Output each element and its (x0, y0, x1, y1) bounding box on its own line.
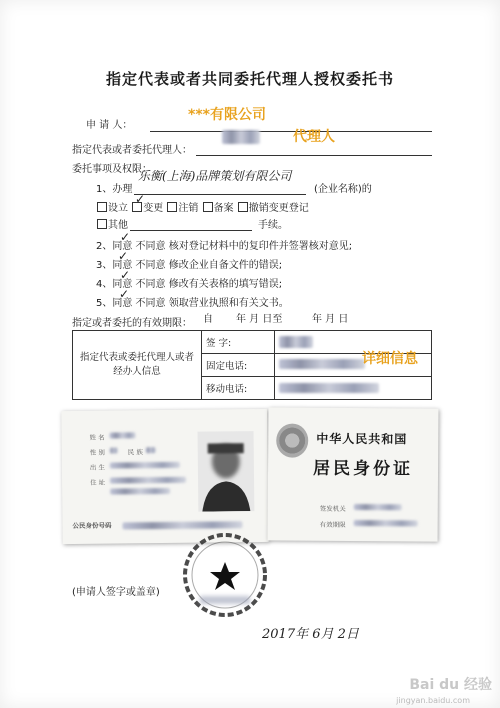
document-title: 指定代表或者共同委托代理人授权委托书 (105, 70, 394, 88)
watermark-brand: Bai du 经验 (409, 677, 492, 693)
period-from: 自 (203, 314, 213, 325)
sign-label: 签 字: (202, 331, 275, 354)
date-written: 2017年 6月 2日 (262, 627, 359, 642)
agent-note: 代理人 (293, 129, 335, 145)
item1-proc: 手续。 (258, 220, 288, 231)
check-mark-icon: ✓ (120, 268, 131, 282)
agent-name-redacted (222, 130, 260, 144)
id-card-front (61, 409, 268, 544)
id-ethnic-label: 民 族 (127, 448, 143, 457)
mobile-label: 移动电话: (202, 377, 275, 400)
item1-suffix: (企业名称)的 (314, 184, 372, 195)
id-number-redacted (122, 521, 242, 529)
id-birth-redacted (110, 462, 180, 469)
item1-prefix: 1、办理 (96, 184, 133, 195)
id-sex-redacted (110, 447, 118, 453)
id-issuer-redacted (354, 504, 402, 510)
id-name-redacted (110, 432, 136, 438)
period-label: 指定或者委托的有效期限： (72, 318, 192, 329)
national-emblem-icon (276, 423, 308, 457)
item1-other-line (130, 216, 252, 231)
id-card-name: 居民身份证 (312, 458, 414, 480)
id-valid-label: 有效期限 (319, 520, 346, 529)
mobile-cell (275, 377, 432, 400)
id-valid-redacted (354, 520, 418, 526)
item1-company: 乐衡(上海)品牌策划有限公司 (138, 169, 292, 183)
id-name-label: 姓 名 (89, 433, 105, 442)
watermark-url: jingyan.baidu.com (396, 696, 470, 705)
item1-other: 其他 (96, 216, 128, 231)
phone-label: 固定电话: (202, 354, 275, 377)
id-card-back (268, 407, 439, 541)
id-number-label: 公民身份号码 (72, 521, 112, 530)
company-seal-icon (180, 530, 270, 620)
scope-label: 委托事项及权限： (72, 164, 152, 175)
check-mark-icon: ✓ (120, 230, 131, 244)
period-to: 年 月 日 (312, 314, 349, 325)
id-birth-label: 出 生 (89, 463, 106, 472)
check-mark-icon: ✓ (119, 287, 130, 301)
id-address-redacted-2 (110, 488, 170, 495)
agent-label: 指定代表或者委托代理人： (72, 145, 192, 156)
table-left-label: 指定代表或委托代理人或者经办人信息 (73, 331, 202, 400)
item4: 4、同意 不同意 修改有关表格的填写错误; (96, 279, 283, 290)
applicant-label: 申 请 人： (86, 120, 133, 131)
item1-options: 设立 变更 注销 备案 撤销变更登记 (96, 199, 309, 214)
id-ethnic-redacted (146, 447, 156, 453)
id-address-redacted (110, 477, 186, 484)
item5: 5、同意 不同意 领取营业执照和有关文书。 (96, 298, 289, 309)
period-mid: 年 月 日至 (236, 314, 283, 325)
id-photo (198, 431, 255, 512)
id-address-label: 住 址 (90, 478, 106, 487)
id-issuer-label: 签发机关 (319, 504, 346, 513)
check-mark-icon: ✓ (118, 249, 129, 263)
check-mark-icon: ✓ (135, 192, 146, 206)
item2: 2、同意 不同意 核对登记材料中的复印件并签署核对意见; (96, 241, 353, 252)
item3: 3、同意 不同意 修改企业自备文件的错误; (96, 260, 283, 271)
signature-label: (申请人签字或盖章) (72, 587, 160, 598)
id-country: 中华人民共和国 (316, 431, 408, 447)
applicant-value: ***有限公司 (188, 107, 266, 123)
detail-note: 详细信息 (362, 351, 418, 367)
id-sex-label: 性 别 (89, 448, 105, 457)
